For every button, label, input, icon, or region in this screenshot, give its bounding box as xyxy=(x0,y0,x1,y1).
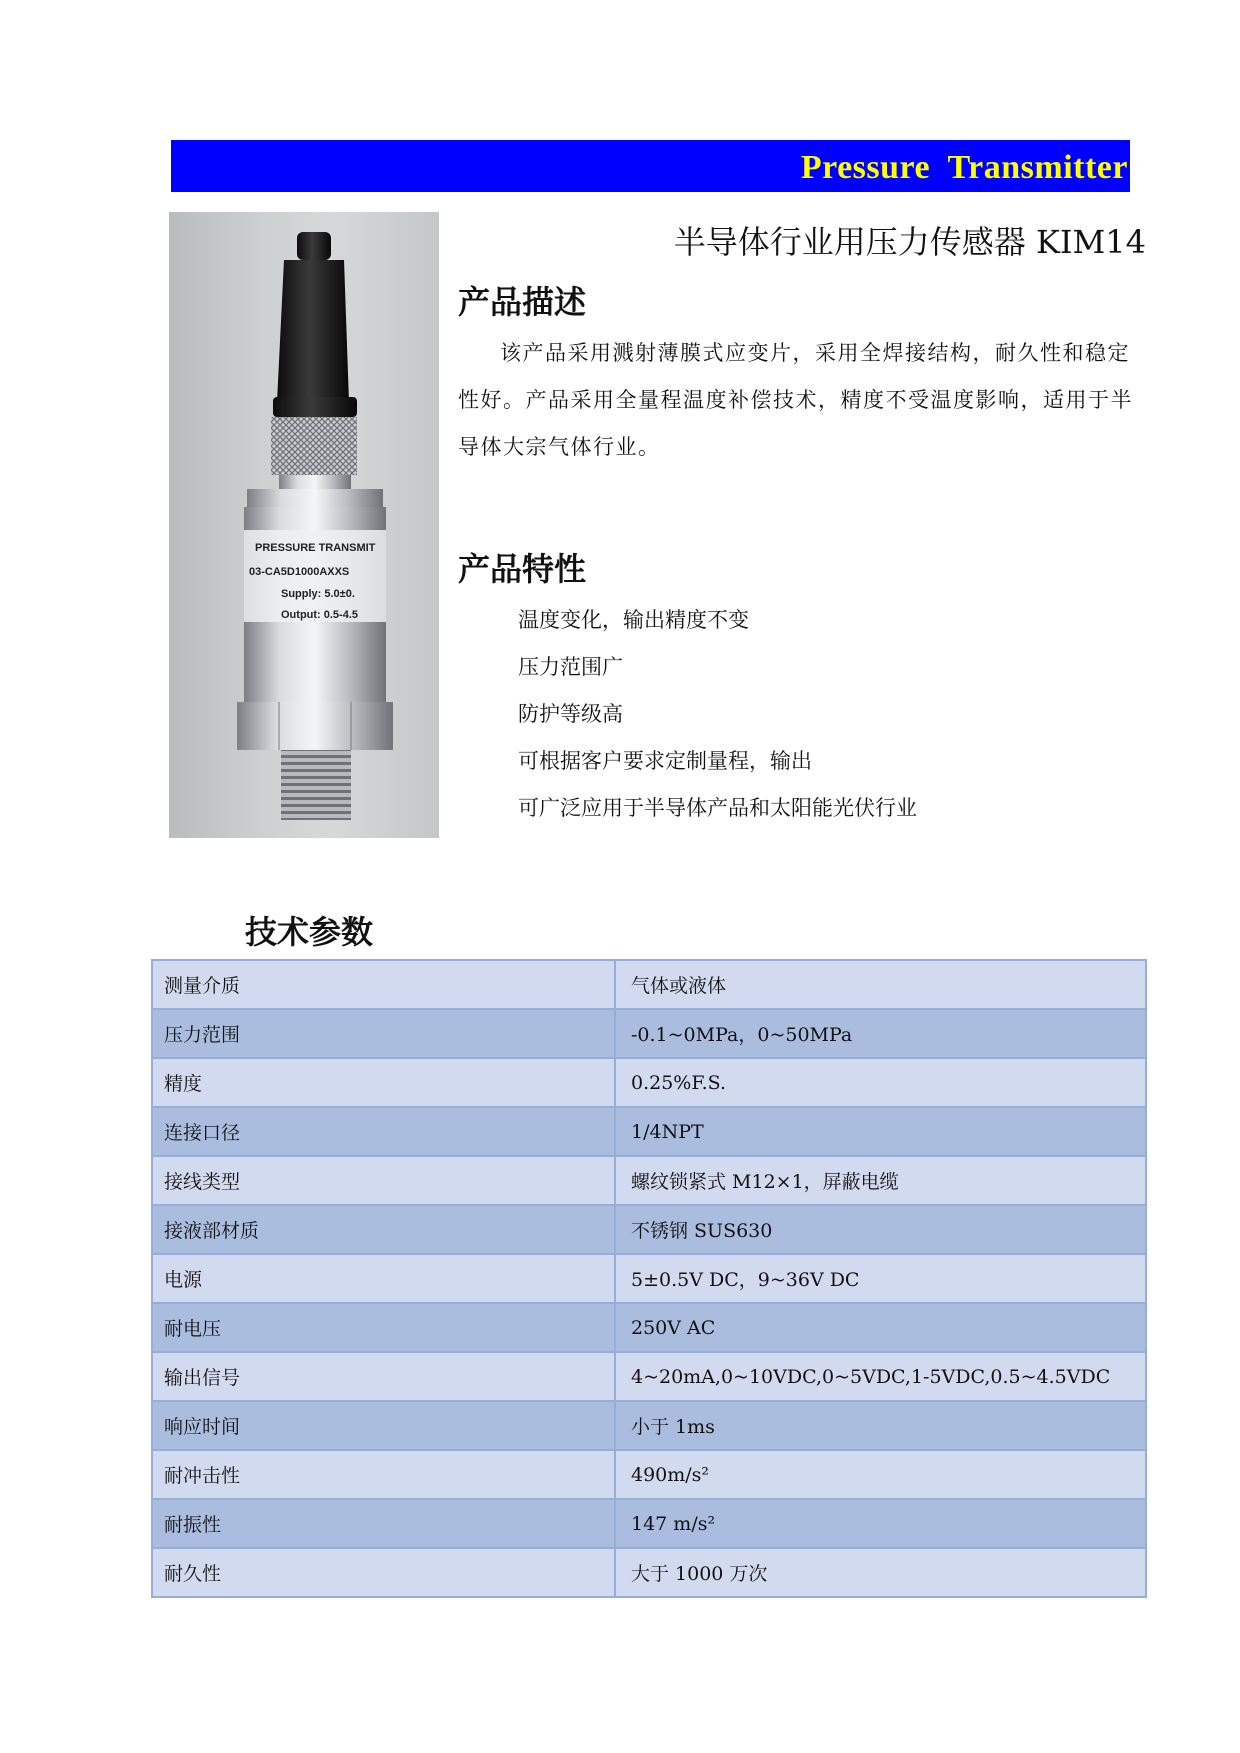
spec-label: 测量介质 xyxy=(152,960,615,1009)
spec-value: -0.1~0MPa，0~50MPa xyxy=(615,1009,1146,1058)
feature-item: 温度变化，输出精度不变 xyxy=(518,608,749,632)
spec-label: 接线类型 xyxy=(152,1156,615,1205)
spec-label: 连接口径 xyxy=(152,1107,615,1156)
photo-label-text-2: 03-CA5D1000AXXS xyxy=(249,566,350,578)
table-row xyxy=(152,1156,1146,1205)
header-banner xyxy=(171,140,1130,192)
table-row xyxy=(152,1499,1146,1548)
specs-table xyxy=(151,959,1147,1598)
product-title: 半导体行业用压力传感器 KIM14 xyxy=(673,223,1146,261)
description-heading: 产品描述 xyxy=(458,283,587,321)
spec-value: 0.25%F.S. xyxy=(615,1058,1146,1107)
feature-item: 可根据客户要求定制量程，输出 xyxy=(518,749,812,773)
specs-heading: 技术参数 xyxy=(245,913,374,951)
description-text: 该产品采用溅射薄膜式应变片，采用全焊接结构，耐久性和稳定性好。产品采用全量程温度补偿技术，精度不受温度影响，适用于半导体大宗气体行业。 xyxy=(458,341,1133,459)
table-row xyxy=(152,1303,1146,1352)
table-row xyxy=(152,1450,1146,1499)
table-row xyxy=(152,960,1146,1009)
spec-value: 250V AC xyxy=(615,1303,1146,1352)
spec-value: 490m/s² xyxy=(615,1450,1146,1499)
feature-item: 可广泛应用于半导体产品和太阳能光伏行业 xyxy=(518,796,917,820)
spec-label: 电源 xyxy=(152,1254,615,1303)
spec-label: 压力范围 xyxy=(152,1009,615,1058)
table-row xyxy=(152,1352,1146,1401)
table-row xyxy=(152,1401,1146,1450)
spec-value: 5±0.5V DC，9~36V DC xyxy=(615,1254,1146,1303)
spec-label: 耐振性 xyxy=(152,1499,615,1548)
spec-label: 耐电压 xyxy=(152,1303,615,1352)
table-row xyxy=(152,1058,1146,1107)
spec-label: 接液部材质 xyxy=(152,1205,615,1254)
table-row xyxy=(152,1205,1146,1254)
spec-value: 小于 1ms xyxy=(615,1401,1146,1450)
spec-value: 螺纹锁紧式 M12×1，屏蔽电缆 xyxy=(615,1156,1146,1205)
features-list xyxy=(518,597,917,832)
spec-label: 耐久性 xyxy=(152,1548,615,1597)
spec-label: 输出信号 xyxy=(152,1352,615,1401)
photo-label-text-4: Output: 0.5-4.5 xyxy=(281,609,359,621)
photo-label-text-3: Supply: 5.0±0. xyxy=(281,588,355,600)
banner-title: Pressure Transmitter xyxy=(800,149,1128,186)
feature-item: 压力范围广 xyxy=(518,655,623,679)
table-row xyxy=(152,1009,1146,1058)
spec-value: 气体或液体 xyxy=(615,960,1146,1009)
spec-label: 响应时间 xyxy=(152,1401,615,1450)
spec-value: 147 m/s² xyxy=(615,1499,1146,1548)
spec-value: 不锈钢 SUS630 xyxy=(615,1205,1146,1254)
feature-item: 防护等级高 xyxy=(518,702,623,726)
spec-label: 精度 xyxy=(152,1058,615,1107)
table-row xyxy=(152,1107,1146,1156)
spec-label: 耐冲击性 xyxy=(152,1450,615,1499)
spec-value: 4~20mA,0~10VDC,0~5VDC,1-5VDC,0.5~4.5VDC xyxy=(615,1352,1146,1401)
table-row xyxy=(152,1254,1146,1303)
product-photo xyxy=(169,212,439,838)
photo-label-text-1: PRESSURE TRANSMIT xyxy=(255,542,376,554)
spec-value: 1/4NPT xyxy=(615,1107,1146,1156)
table-row xyxy=(152,1548,1146,1597)
features-heading: 产品特性 xyxy=(458,550,587,588)
spec-value: 大于 1000 万次 xyxy=(615,1548,1146,1597)
